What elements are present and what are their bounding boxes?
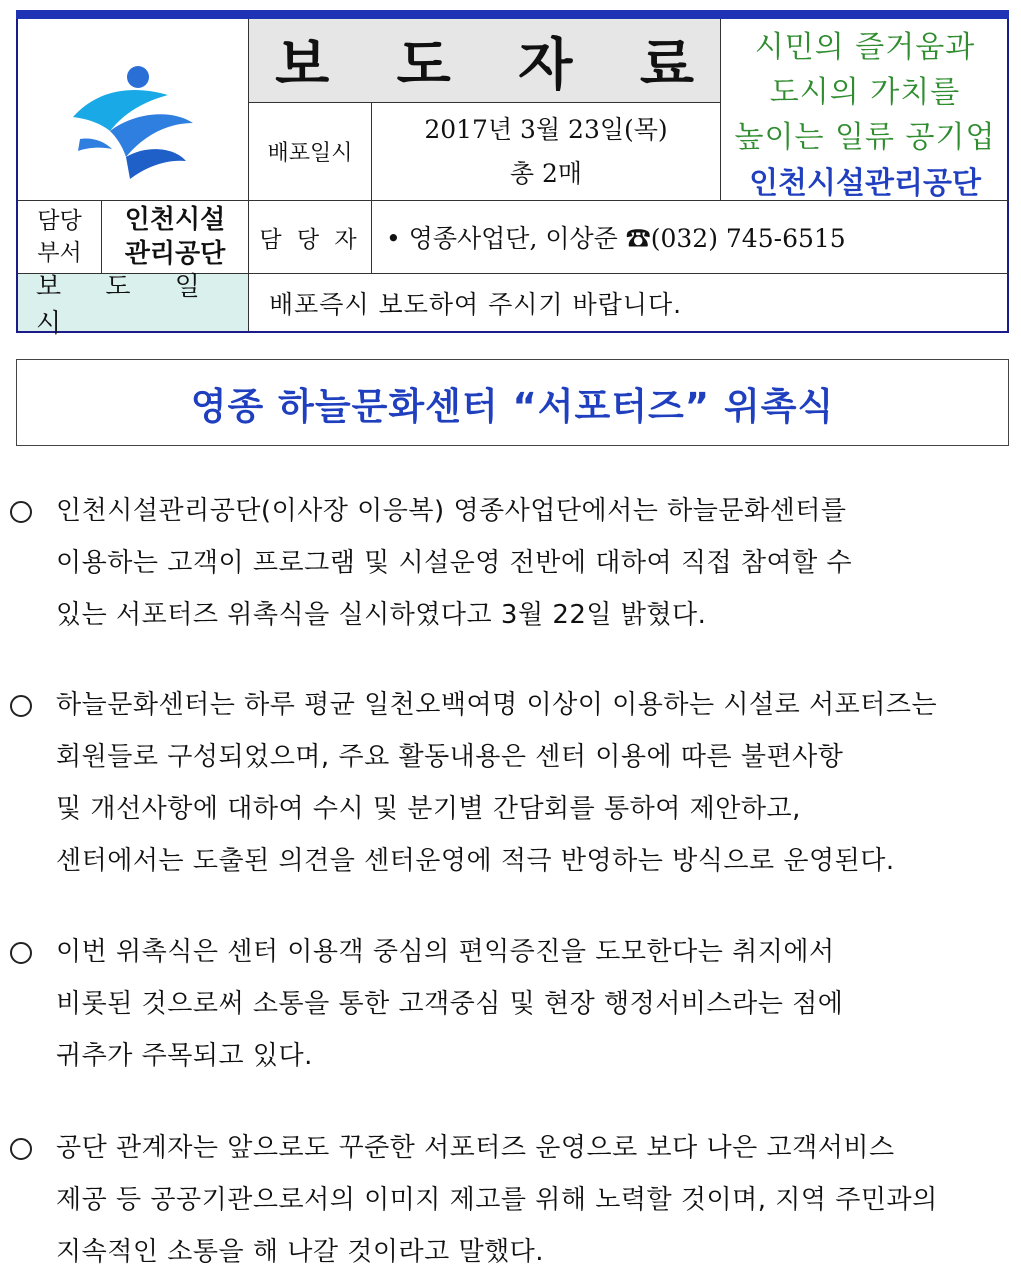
- paragraph-line: 이번 위촉식은 센터 이용객 중심의 편익증진을 도모한다는 취지에서: [56, 937, 835, 967]
- circle-bullet-icon: [10, 1138, 32, 1160]
- paragraph-line: 및 개선사항에 대하여 수시 및 분기별 간담회를 통하여 제안하고,: [56, 794, 801, 824]
- department-value-line: 관리공단: [124, 239, 226, 269]
- paragraph-line: 센터에서는 도출된 의견을 센터운영에 적극 반영하는 방식으로 운영된다.: [56, 846, 895, 876]
- manager-label: 담 당 자: [249, 201, 372, 274]
- paragraph-line: 하늘문화센터는 하루 평균 일천오백여명 이상이 이용하는 시설로 서포터즈는: [56, 690, 938, 720]
- slogan-line: 도시의 가치를: [769, 75, 961, 110]
- department-value-line: 인천시설: [124, 205, 226, 235]
- paragraph-line: 공단 관계자는 앞으로도 꾸준한 서포터즈 운영으로 보다 나은 고객서비스: [56, 1133, 895, 1163]
- slogan-line: 높이는 일류 공기업: [734, 120, 996, 155]
- slogan-line: 시민의 즐거움과: [754, 30, 976, 65]
- paragraph-line: 지속적인 소통을 해 나갈 것이라고 말했다.: [56, 1237, 545, 1267]
- document-title-cell: [249, 19, 721, 103]
- department-label-line: 부서: [37, 240, 82, 266]
- paragraph-line: 있는 서포터즈 위촉식을 실시하였다고 3월 22일 밝혔다.: [56, 600, 707, 630]
- document-title: 보 도 자 료: [275, 32, 718, 98]
- department-label: [18, 201, 102, 274]
- circle-bullet-icon: [10, 695, 32, 717]
- paragraph-line: 비롯된 것으로써 소통을 통한 고객중심 및 현장 행정서비스라는 점에: [56, 989, 844, 1019]
- header-top-bar: [16, 10, 1009, 19]
- press-release-header: [16, 10, 1009, 339]
- headline-text: 영종 하늘문화센터 “서포터즈” 위촉식: [190, 384, 835, 428]
- distribution-value: [372, 103, 721, 201]
- circle-bullet-icon: [10, 501, 32, 523]
- circle-bullet-icon: [10, 942, 32, 964]
- distribution-pages: 총 2매: [509, 158, 583, 188]
- distribution-date: 2017년 3월 23일(목): [424, 114, 668, 144]
- logo-cell: [18, 19, 249, 201]
- paragraph-line: 이용하는 고객이 프로그램 및 시설운영 전반에 대하여 직접 참여할 수: [56, 548, 853, 578]
- paragraph-line: 제공 등 공공기관으로서의 이미지 제고를 위해 노력할 것이며, 지역 주민과의: [56, 1185, 938, 1215]
- publish-label: 보 도 일 시: [18, 274, 249, 331]
- headline-box: [16, 359, 1009, 446]
- paragraph-line: 회원들로 구성되었으며, 주요 활동내용은 센터 이용에 따른 불편사항: [56, 742, 844, 772]
- manager-value: • 영종사업단, 이상준 ☎(032) 745-6515: [372, 201, 1009, 274]
- distribution-label: 배포일시: [249, 103, 372, 201]
- department-value: [102, 201, 249, 274]
- organization-logo-icon: [18, 19, 249, 201]
- slogan-cell: [721, 19, 1009, 201]
- paragraph-line: 귀추가 주목되고 있다.: [56, 1041, 313, 1071]
- department-label-line: 담당: [37, 208, 82, 234]
- organization-name: 인천시설관리공단: [749, 166, 981, 201]
- paragraph-line: 인천시설관리공단(이사장 이응복) 영종사업단에서는 하늘문화센터를: [56, 496, 847, 526]
- publish-value: 배포즉시 보도하여 주시기 바랍니다.: [269, 289, 683, 319]
